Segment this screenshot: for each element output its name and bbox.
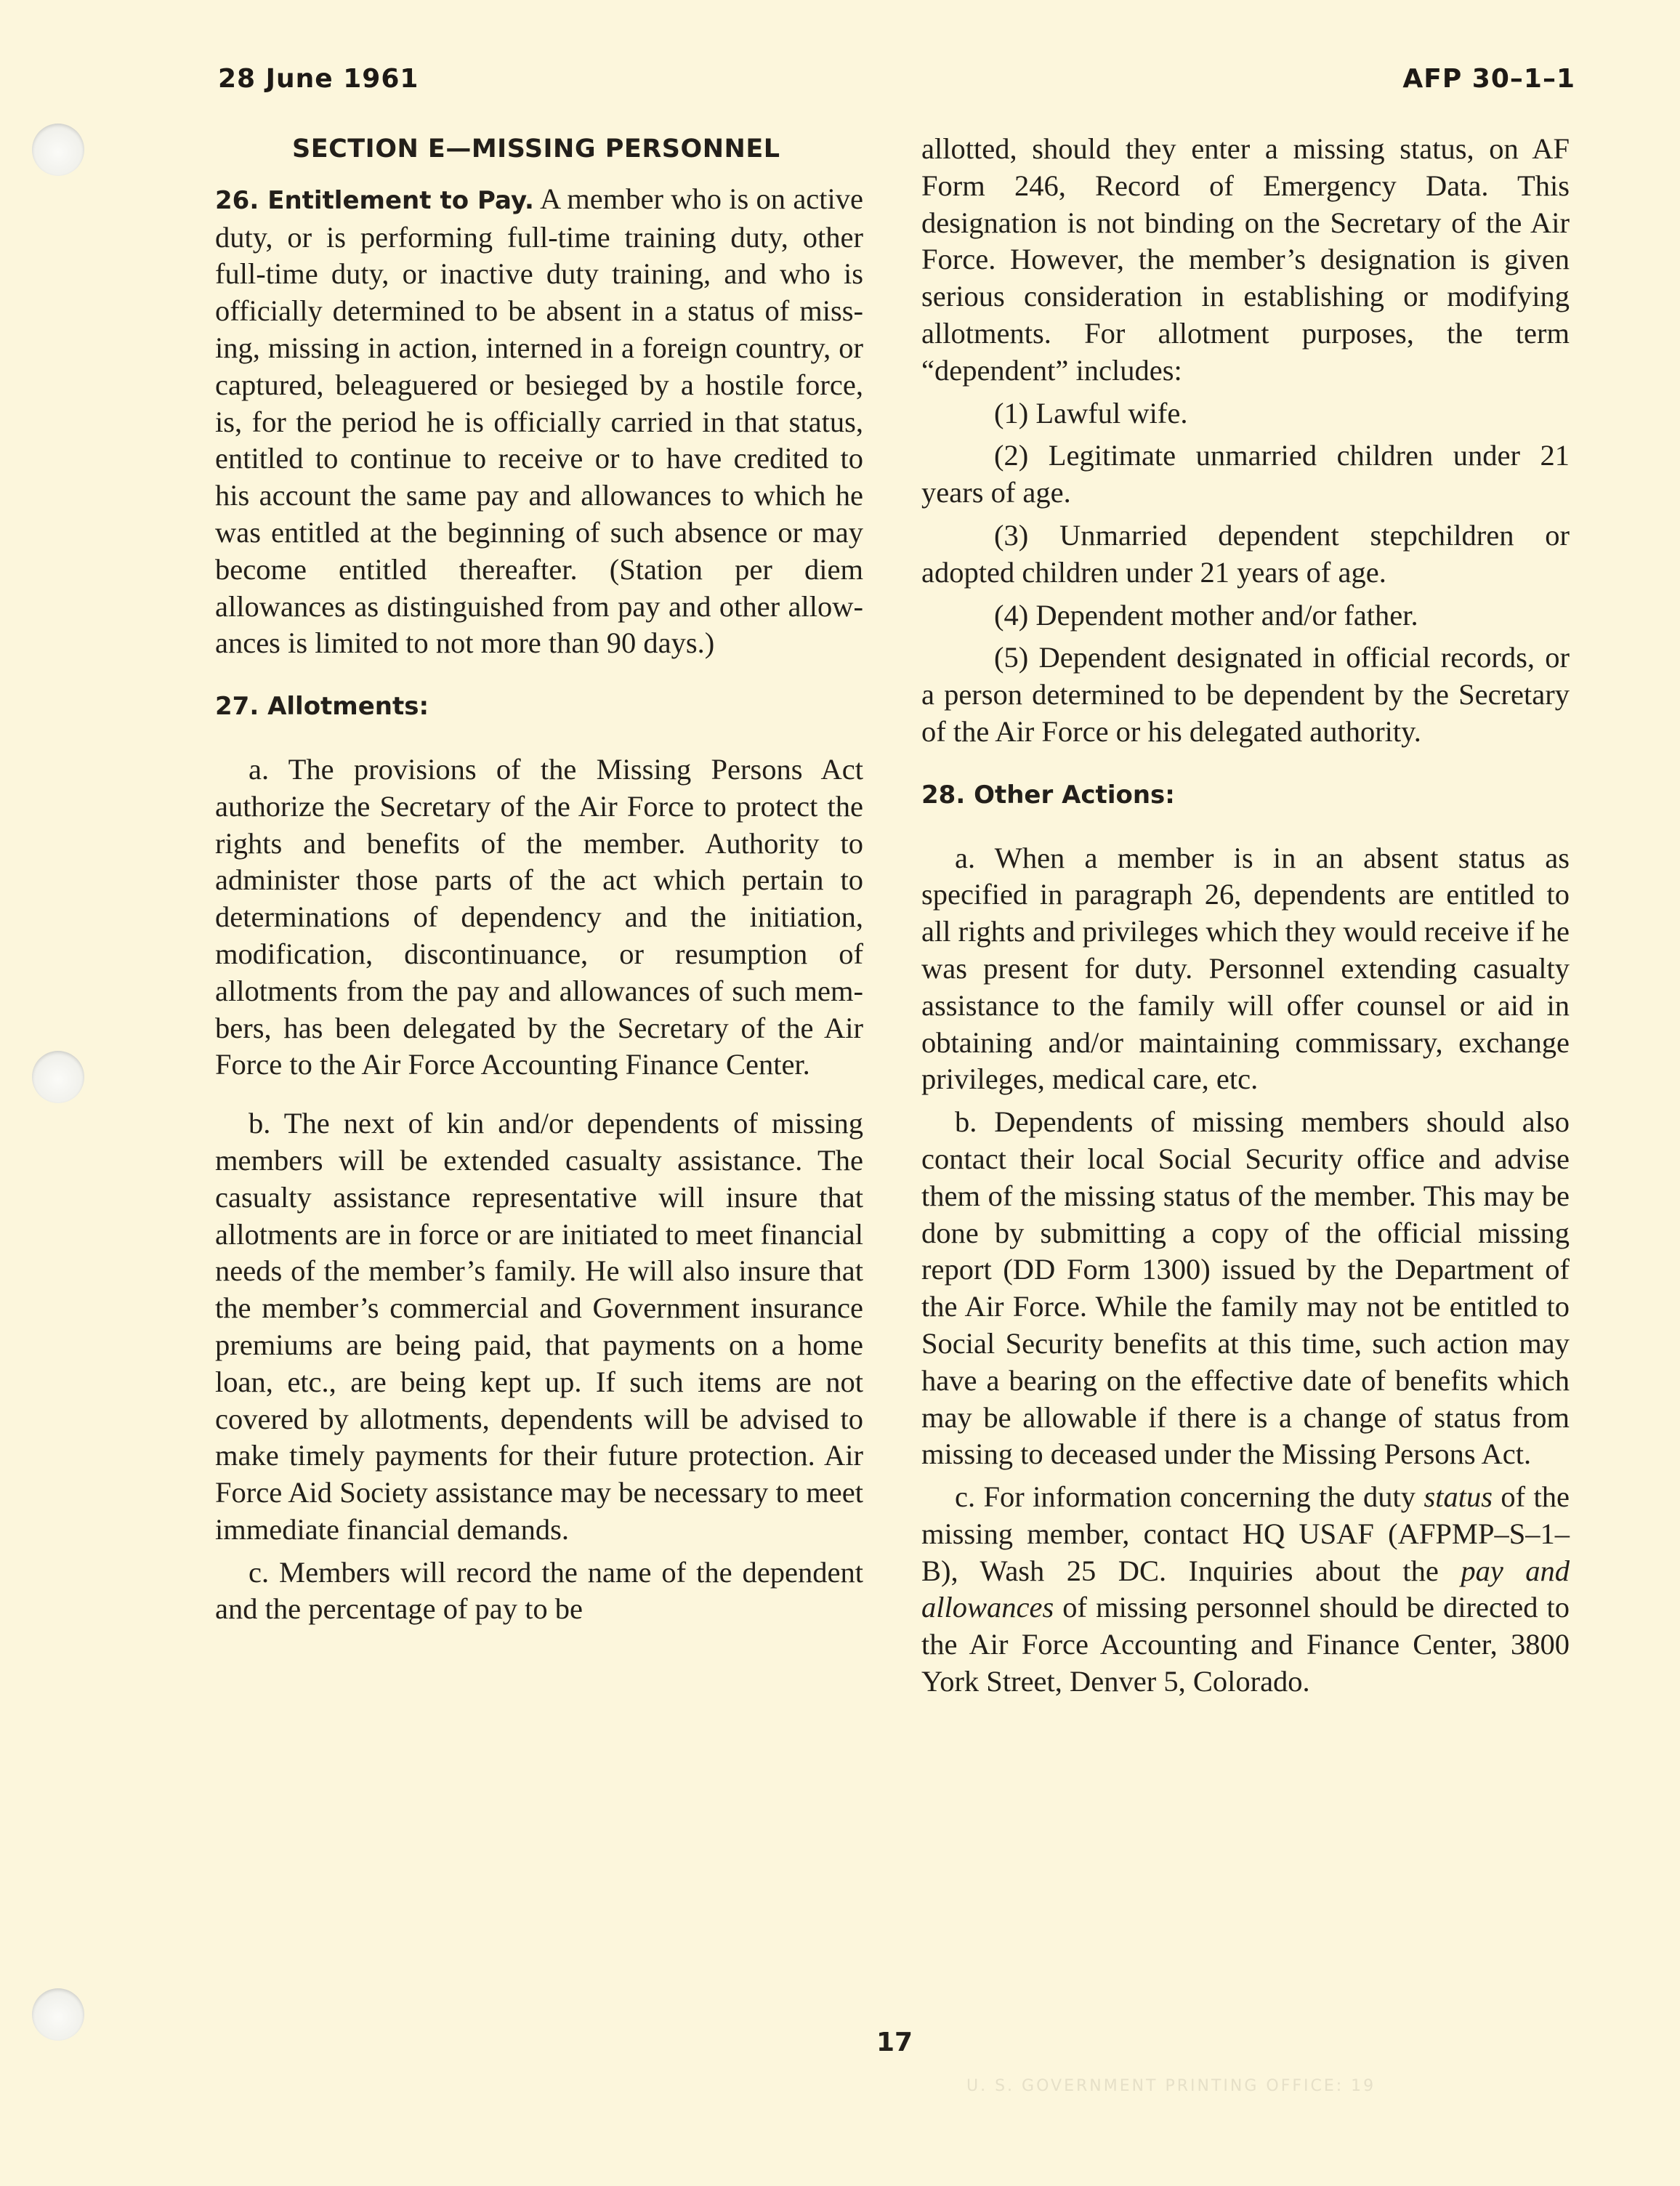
punch-hole-top bbox=[32, 124, 84, 176]
right-column bbox=[921, 131, 1570, 1706]
paragraph-28c-part-3: of missing personnel should be directed to the Air Force Accounting and Finance Center, 3800 York Street, Denver 5, Colorado. bbox=[921, 1591, 1570, 1698]
paragraph-28c bbox=[921, 1479, 1570, 1701]
paragraph-27a: a. The provisions of the Missing Persons Act authorize the Secretary of the Air Force to protect the rights and benefits of the member. Authority to administer those parts of the act which pertain to determinations of dependency and the initiation, modification, discontinuance, or resumption of allotments from the pay and allowances of such members, has been delegated by the Secretary of the Air Force to the Air Force Accounting Finance Center. bbox=[215, 752, 863, 1081]
section-title: SECTION E—MISSING PERSONNEL bbox=[292, 134, 780, 164]
paragraph-27c: c. Members will record the name of the dependent and the percentage of pay to be bbox=[215, 1555, 863, 1626]
paragraph-27c-continued: allotted, should they enter a missing status, on AF Form 246, Record of Emergency Data. This designation is not binding on the Secretary of the Air Force. However, the member’s designation is given serious consideration in establishing or modifying allotments. For allotment purposes, the term “dependent” includes: bbox=[921, 132, 1570, 387]
paragraph-28c-part-1: c. For information concerning the duty bbox=[955, 1480, 1416, 1514]
printer-bleed-through: U. S. GOVERNMENT PRINTING OFFICE: 19 bbox=[966, 2077, 1376, 2095]
paragraph-28b: b. Dependents of missing members should also contact their local Social Security office and advise them of the missing status of the member. This may be done by submitting a copy of the official missing report (DD Form 1300) issued by the Department of the Air Force. While the family may not be entitled to Social Security benefits at this time, such action may have a bearing on the effective date of benefits which may be allowable if there is a change of status from missing to deceased under the Missing Persons Act. bbox=[921, 1105, 1570, 1471]
dependent-item-2: (2) Legitimate unmarried children under 21 years of age. bbox=[921, 439, 1570, 509]
header-date: 28 June 1961 bbox=[218, 64, 419, 94]
paragraph-26-heading: 26. Entitlement to Pay. bbox=[215, 185, 534, 215]
paragraph-28c-italic-pay: pay and allowances bbox=[921, 1554, 1570, 1624]
dependent-item-3: (3) Unmarried dependent stepchildren or adopted children under 21 years of age. bbox=[921, 518, 1570, 589]
paragraph-27-heading: 27. Allotments: bbox=[215, 692, 429, 722]
dependent-item-4: (4) Dependent mother and/or father. bbox=[994, 598, 1418, 632]
paragraph-28a: a. When a member is in an absent status as specified in paragraph 26, dependents are entitled to all rights and privileges which they would receive if he was present for duty. Personnel extending casualty assistance to the family will offer counsel or aid in obtaining and/or maintaining commissary, exchange privileges, medical care, etc. bbox=[921, 841, 1570, 1096]
header-doc-id: AFP 30–1–1 bbox=[1402, 64, 1575, 94]
dependent-item-1: (1) Lawful wife. bbox=[994, 396, 1188, 429]
paragraph-28c-italic-status: status bbox=[1423, 1480, 1493, 1514]
paragraph-26 bbox=[215, 181, 863, 662]
paragraph-28-heading: 28. Other Actions: bbox=[921, 780, 1175, 810]
left-column bbox=[215, 131, 863, 1634]
dependent-item-5: (5) Dependent designated in official records, or a person determined to be dependent by the Secretary of the Air Force or his delegated authority. bbox=[921, 641, 1570, 748]
page-number: 17 bbox=[876, 2028, 913, 2057]
paragraph-27b: b. The next of kin and/or dependents of missing members will be extended casualty assistance. The casualty assistance representative will insure that allotments are in force or are initiated to meet financial needs of the member’s family. He will also insure that the member’s commercial and Government insurance premiums are being paid, that payments on a home loan, etc., are being kept up. If such items are not covered by allotments, dependents will be advised to make timely payments for their future protection. Air Force Aid Society assistance may be necessary to meet immediate financial demands. bbox=[215, 1107, 863, 1546]
paragraph-26-text: A member who is on active duty, or is performing full-time training duty, other full-time duty, or inactive duty training, and who is officially determined to be absent in a status of missing, missing in action, interned in a foreign country, or captured, beleaguered or besieged by a hostile force, is, for the period he is officially carried in that status, entitled to continue to receive or to have credited to his account the same pay and allowances to which he was entitled at the beginning of such absence or may become entitled thereafter. (Station per diem allowances as distinguished from pay and other allowances is limited to not more than 90 days.) bbox=[215, 182, 863, 660]
punch-hole-middle bbox=[32, 1051, 84, 1103]
paragraph-28c-part-2: of the missing member, contact HQ USAF (AFPMP–S–1–B), Wash 25 DC. Inquiries about the bbox=[921, 1480, 1570, 1587]
punch-hole-bottom bbox=[32, 1988, 84, 2041]
